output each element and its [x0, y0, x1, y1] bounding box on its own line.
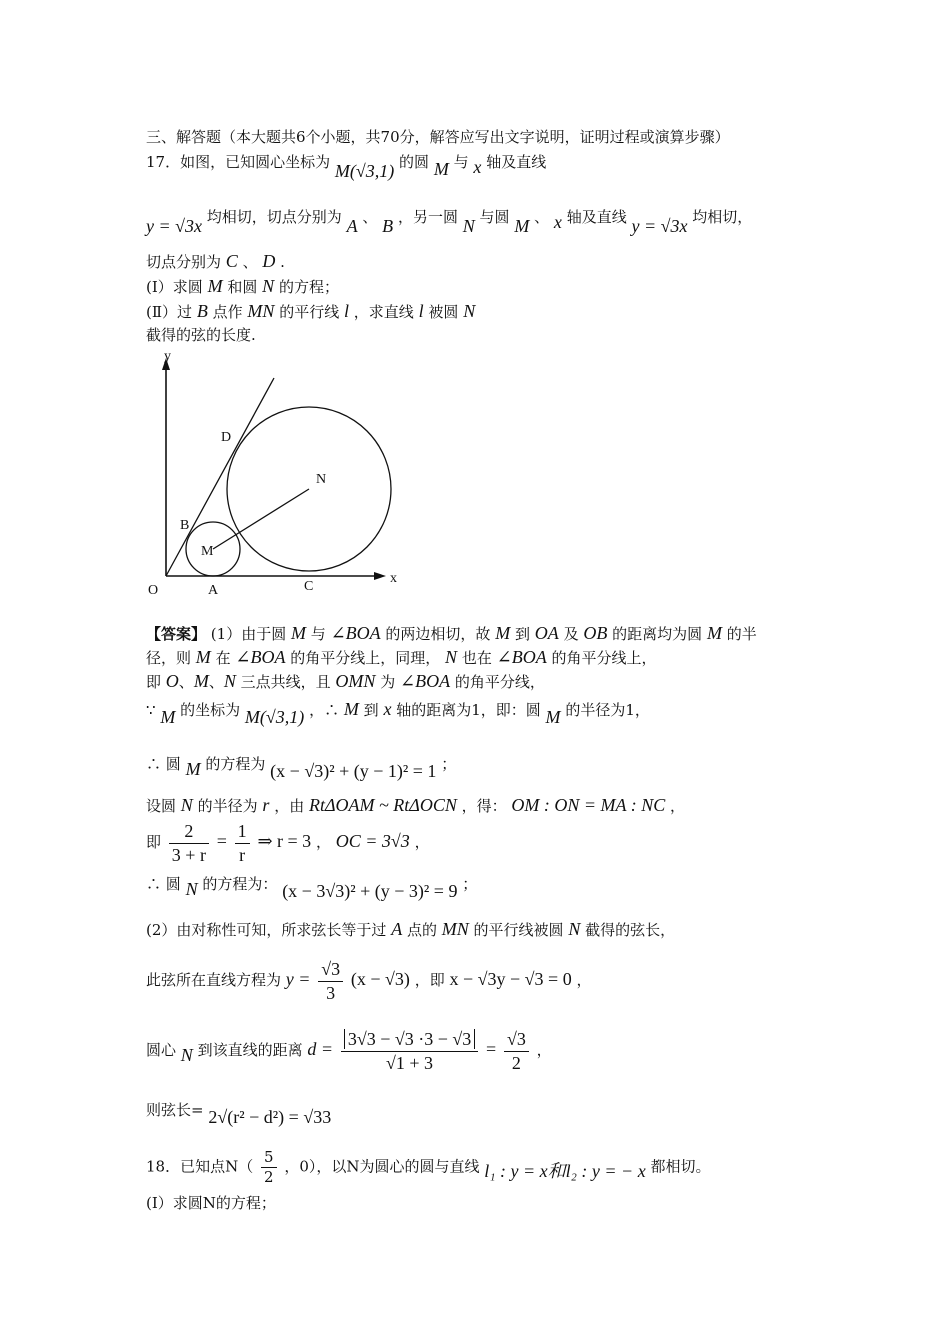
fraction-sqrt3-over-2: $\frac{√3}{2}$: [504, 1028, 529, 1074]
q18-line-1: 18．已知点N（ $\frac{5}{2}$ ，0），以N为圆心的圆与直线 l₁ : y = x和l₂ : y = − x 都相切。: [146, 1148, 711, 1186]
fraction-sqrt3-over-3: $\frac{√3}{3}$: [318, 958, 343, 1004]
q17-part-2-cont: 截得的弦的长度.: [146, 326, 256, 344]
label-O: O: [148, 583, 159, 598]
q17-part-2: (Ⅱ）过 B 点作 MN 的平行线 l ，求直线 l 被圆 N: [146, 301, 476, 321]
answer-line-10: 此弦所在直线方程为 y = $\frac{√3}{3}$ (x − √3) ，即 x − √3y − √3 = 0 ，: [146, 959, 592, 1003]
answer-line-7: 即 $\frac{2}{3 + r}$ = $\frac{1}{r}$ ⇒ r = 3 ， OC = 3√3 ，: [146, 821, 430, 865]
chord-length: 2√(r² − d²) = √33: [208, 1107, 332, 1127]
label-A: A: [208, 583, 219, 598]
answer-line-1: 【答案】 (1）由于圆 M 与 ∠BOA 的两边相切，故 M 到 OA 及 OB 的距离均为圆 M 的半: [146, 623, 757, 643]
distance-fraction: $\frac{3√3 - √3 \cdot 3 - √3}{√1 + 3}$: [341, 1028, 478, 1074]
answer-line-11: 圆心 N 到该直线的距离 d = $\frac{3√3 - √3 \cdot 3 - √3}{√1 + 3}$ = $\frac{√3}{2}$ ，: [146, 1029, 552, 1073]
fraction-1-over-r: $\frac{1}{r}$: [235, 820, 250, 866]
q17-line-1: 17．如图，已知圆心坐标为 M(√3,1) 的圆 M 与 x 轴及直线: [146, 153, 547, 181]
label-N: N: [316, 472, 327, 487]
equation-circle-N: (x − 3√3)² + (y − 3)² = 9: [282, 881, 458, 901]
section-header: 三、解答题（本大题共6个小题，共70分，解答应写出文字说明，证明过程或演算步骤）: [146, 128, 730, 146]
fraction-2-over-3-plus-r: $\frac{2}{3 + r}$: [169, 820, 209, 866]
answer-line-6: 设圆 N 的半径为 r ，由 RtΔOAM ~ RtΔOCN ，得： OM : ON = MA : NC ，: [146, 795, 686, 815]
answer-line-8: ∴ 圆 N 的方程为： (x − 3√3)² + (y − 3)² = 9 ；: [146, 875, 478, 901]
answer-line-4: ∵ M 的坐标为 M(√3,1) ，∴ M 到 x 轴的距离为1，即：圆 M 的半径为1，: [146, 699, 650, 727]
x-axis-arrow: [374, 572, 386, 580]
label-M: M: [201, 544, 214, 559]
label-y: y: [164, 350, 171, 364]
q17-line-2: y = √3x 均相切，切点分别为 A 、 B ，另一圆 N 与圆 M 、 x 轴及直线 y = √3x 均相切，: [146, 208, 753, 236]
label-B: B: [180, 518, 190, 533]
equation-circle-M: (x − √3)² + (y − 1)² = 1: [270, 761, 437, 781]
answer-part-2: (2）由对称性可知，所求弦长等于过 A 点的 MN 的平行线被圆 N 截得的弦长，: [146, 919, 676, 939]
fraction-5-over-2: $\frac{5}{2}$: [261, 1148, 277, 1187]
label-D: D: [221, 430, 232, 445]
answer-line-12: 则弦长= 2√(r² − d²) = √33: [146, 1101, 332, 1127]
tangent-line: [166, 378, 274, 576]
label-x: x: [390, 571, 397, 586]
label-C: C: [304, 579, 314, 594]
geometry-figure: [146, 350, 416, 600]
answer-line-3: 即 O、M、N 三点共线，且 OMN 为 ∠BOA 的角平分线，: [146, 671, 545, 691]
q17-line-3: 切点分别为 C 、 D .: [146, 251, 285, 271]
answer-line-5: ∴ 圆 M 的方程为 (x − √3)² + (y − 1)² = 1 ；: [146, 755, 457, 781]
q18-part-1: (Ⅰ）求圆N的方程；: [146, 1194, 276, 1212]
answer-line-2: 径，则 M 在 ∠BOA 的角平分线上，同理， N 也在 ∠BOA 的角平分线上，: [146, 647, 657, 667]
q17-part-1: (Ⅰ）求圆 M 和圆 N 的方程；: [146, 276, 339, 296]
